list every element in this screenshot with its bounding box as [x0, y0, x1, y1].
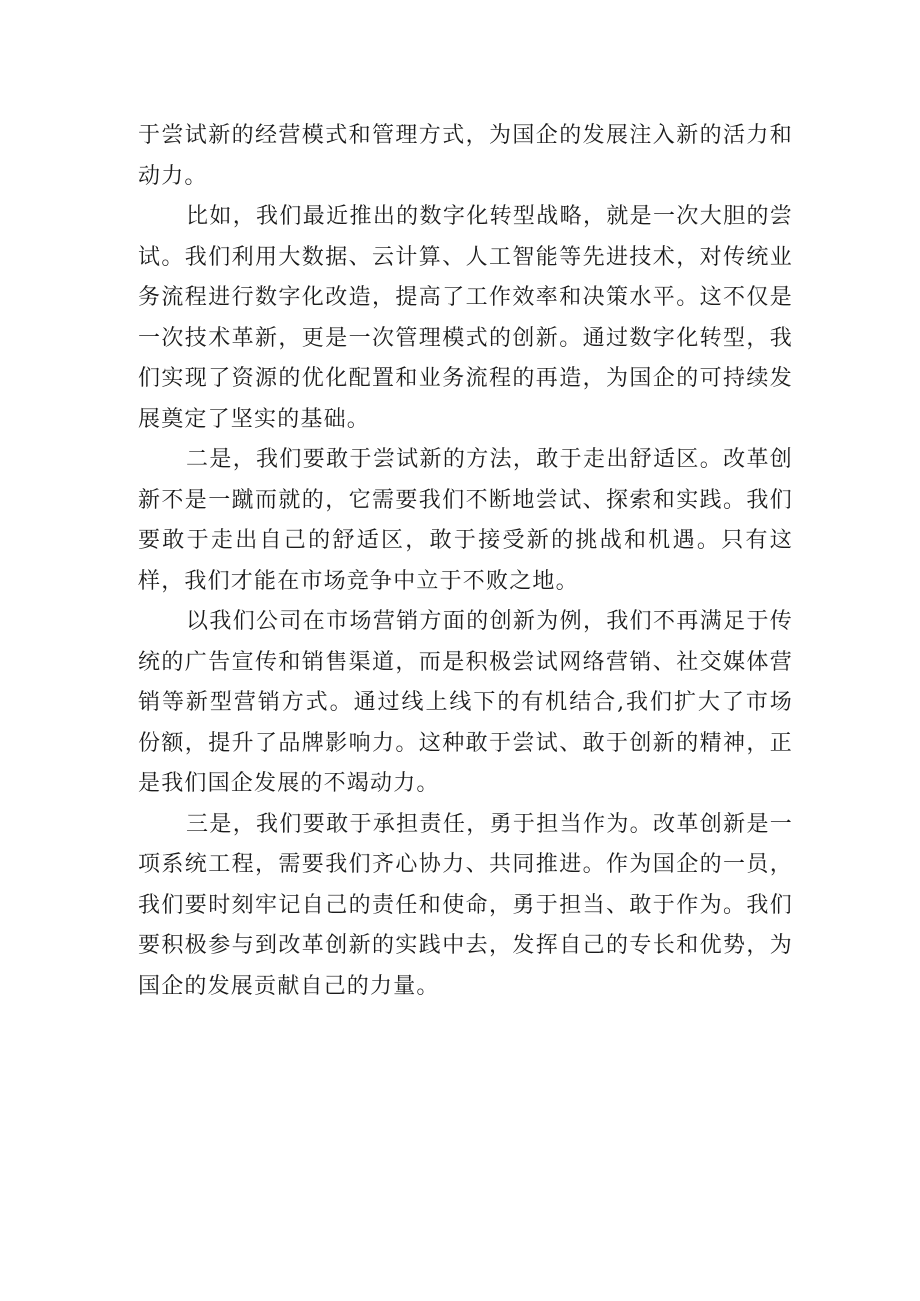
paragraph-5: 三是，我们要敢于承担责任，勇于担当作为。改革创新是一项系统工程，需要我们齐心协力、共同推进。作为国企的一员，我们要时刻牢记自己的责任和使命，勇于担当、敢于作为。我们要积极参与到改革创新的实践中去，发挥自己的专长和优势，为国企的发展贡献自己的力量。 — [138, 811, 793, 999]
paragraph-2: 比如，我们最近推出的数字化转型战略，就是一次大胆的尝试。我们利用大数据、云计算、人工智能等先进技术，对传统业务流程进行数字化改造，提高了工作效率和决策水平。这不仅是一次技术革新，更是一次管理模式的创新。通过数字化转型，我们实现了资源的优化配置和业务流程的再造，为国企的可持续发展奠定了坚实的基础。 — [138, 204, 793, 432]
paragraph-1: 于尝试新的经营模式和管理方式，为国企的发展注入新的活力和动力。 — [138, 123, 793, 189]
document-body — [138, 116, 793, 1007]
paragraph-4: 以我们公司在市场营销方面的创新为例，我们不再满足于传统的广告宣传和销售渠道，而是积极尝试网络营销、社交媒体营销等新型营销方式。通过线上线下的有机结合,我们扩大了市场份额，提升了品牌影响力。这种敢于尝试、敢于创新的精神，正是我们国企发展的不竭动力。 — [138, 609, 793, 796]
paragraph-3: 二是，我们要敢于尝试新的方法，敢于走出舒适区。改革创新不是一蹴而就的，它需要我们不断地尝试、探索和实践。我们要敢于走出自己的舒适区，敢于接受新的挑战和机遇。只有这样，我们才能在市场竞争中立于不败之地。 — [138, 447, 793, 594]
